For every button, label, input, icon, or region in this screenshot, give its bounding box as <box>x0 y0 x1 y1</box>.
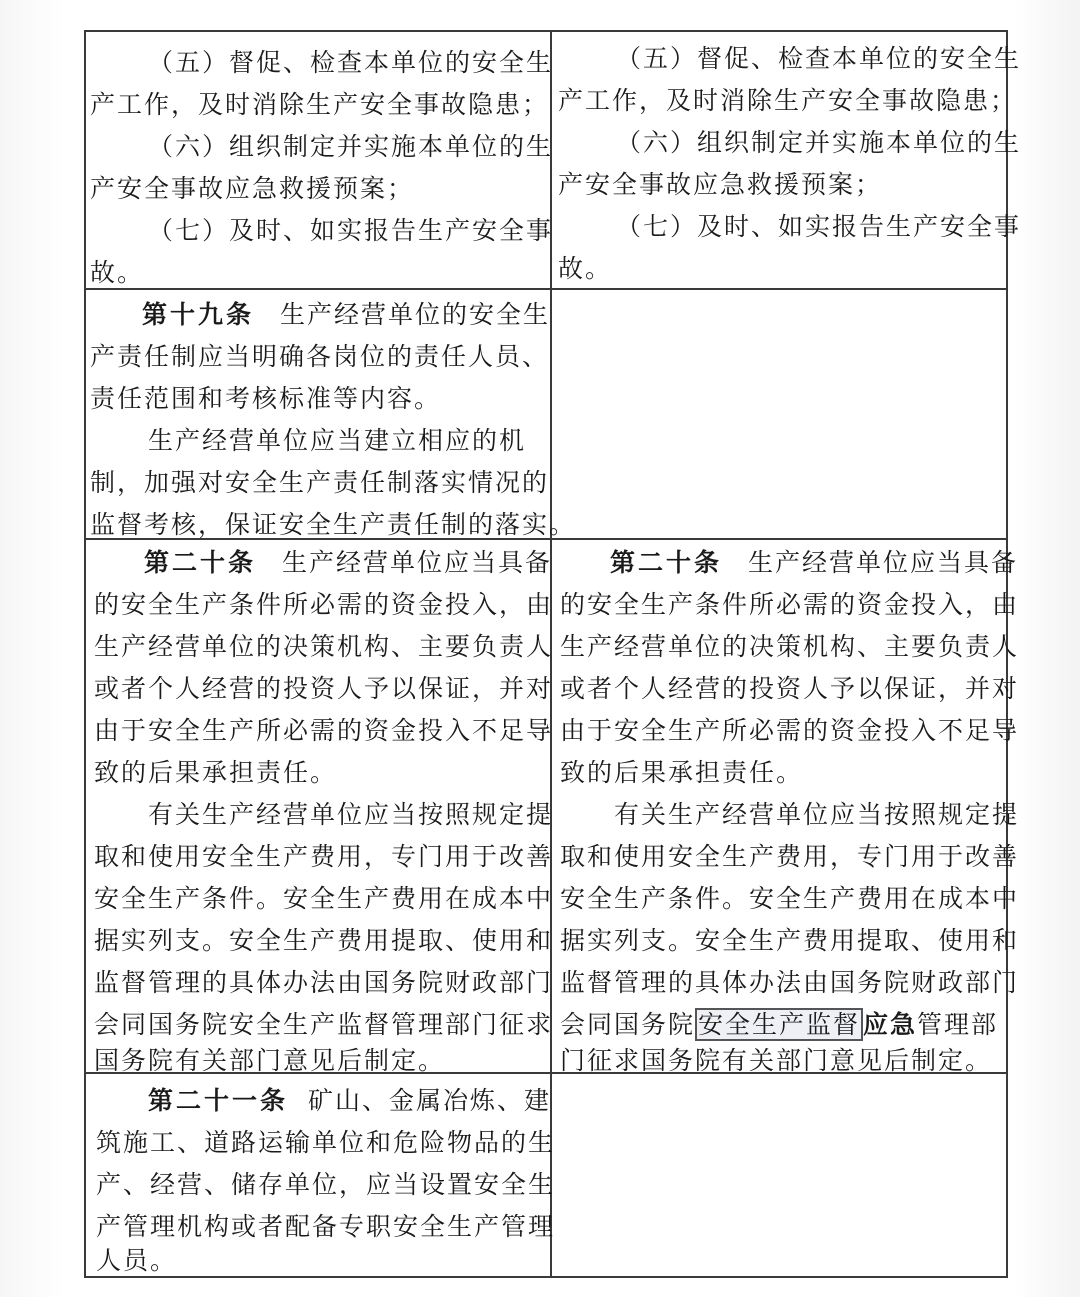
text-line: 门征求国务院有关部门意见后制定。 <box>560 1046 993 1075</box>
text-line: 安全生产条件。安全生产费用在成本中 <box>560 884 1020 913</box>
text-line: 产、经营、储存单位，应当设置安全生 <box>96 1170 556 1199</box>
text-line: 监督考核，保证安全生产责任制的落实。 <box>90 510 577 539</box>
text-line: 或者个人经营的投资人予以保证，并对 <box>94 674 554 703</box>
text-line: 的安全生产条件所必需的资金投入，由 <box>94 590 554 619</box>
text-line: 取和使用安全生产费用，专门用于改善 <box>560 842 1020 871</box>
text-line: （五）督促、检查本单位的安全生 <box>616 44 1022 73</box>
text-line: 监督管理的具体办法由国务院财政部门 <box>560 968 1020 997</box>
text-line: 产管理机构或者配备专职安全生产管理 <box>96 1212 556 1241</box>
text-line: 有关生产经营单位应当按照规定提 <box>148 800 554 829</box>
text-line: 或者个人经营的投资人予以保证，并对 <box>560 674 1020 703</box>
replaced-text-box: 安全生产监督 <box>695 1008 863 1041</box>
table-row <box>86 1074 1006 1278</box>
text-line: 由于安全生产所必需的资金投入不足导 <box>560 716 1020 745</box>
right-cell <box>552 32 1022 288</box>
text-line: 故。 <box>90 258 145 287</box>
text-line: 产安全事故应急救援预案； <box>90 174 415 203</box>
text-line: 取和使用安全生产费用，专门用于改善 <box>94 842 554 871</box>
left-cell <box>86 540 554 1075</box>
text-line: 生产经营单位的决策机构、主要负责人 <box>94 632 554 661</box>
text-line: 责任范围和考核标准等内容。 <box>90 384 442 413</box>
article-title: 第十九条 <box>142 300 255 329</box>
text-line: 监督管理的具体办法由国务院财政部门 <box>94 968 554 997</box>
text-line <box>148 1086 551 1116</box>
right-cell-empty <box>552 290 1006 538</box>
text-line: 生产经营单位应当建立相应的机 <box>148 426 527 455</box>
right-cell-empty <box>552 1074 1006 1278</box>
article-text: 矿山、金属冶炼、建 <box>308 1086 552 1115</box>
article-title: 第二十一条 <box>148 1086 289 1115</box>
text-line: 据实列支。安全生产费用提取、使用和 <box>560 926 1020 955</box>
text-line: 致的后果承担责任。 <box>560 758 804 787</box>
left-cell <box>86 1074 556 1278</box>
text-line <box>142 300 550 330</box>
table-row <box>86 32 1022 290</box>
table-row <box>86 540 1020 1075</box>
left-cell <box>86 32 552 288</box>
right-cell <box>552 540 1020 1075</box>
text-line: （七）及时、如实报告生产安全事 <box>616 212 1022 241</box>
table-row <box>86 290 1006 540</box>
text-line: 有关生产经营单位应当按照规定提 <box>614 800 1020 829</box>
revised-text-pre: 会同国务院 <box>560 1010 696 1039</box>
text-line: （七）及时、如实报告生产安全事 <box>148 216 554 245</box>
text-line: 由于安全生产所必需的资金投入不足导 <box>94 716 554 745</box>
text-line: 的安全生产条件所必需的资金投入，由 <box>560 590 1020 619</box>
article-text: 生产经营单位应当具备 <box>748 548 1019 577</box>
text-line: 产工作，及时消除生产安全事故隐患； <box>90 90 550 119</box>
text-line: 据实列支。安全生产费用提取、使用和 <box>94 926 554 955</box>
text-line: 筑施工、道路运输单位和危险物品的生 <box>96 1128 556 1157</box>
text-line-revised <box>560 1010 998 1040</box>
text-line: 会同国务院安全生产监督管理部门征求 <box>94 1010 554 1039</box>
text-line: （五）督促、检查本单位的安全生 <box>148 48 554 77</box>
inserted-text: 应急 <box>863 1010 918 1039</box>
text-line <box>610 548 1018 578</box>
text-line: 制，加强对安全生产责任制落实情况的 <box>90 468 550 497</box>
article-text: 生产经营单位的安全生 <box>280 300 551 329</box>
text-line: 安全生产条件。安全生产费用在成本中 <box>94 884 554 913</box>
text-line: （六）组织制定并实施本单位的生 <box>616 128 1022 157</box>
left-cell <box>86 290 577 539</box>
text-line <box>144 548 552 578</box>
text-line: 生产经营单位的决策机构、主要负责人 <box>560 632 1020 661</box>
text-line: 国务院有关部门意见后制定。 <box>94 1046 446 1075</box>
article-text: 生产经营单位应当具备 <box>282 548 553 577</box>
text-line: 产安全事故应急救援预案； <box>558 170 883 199</box>
text-line: 致的后果承担责任。 <box>94 758 338 787</box>
article-title: 第二十条 <box>144 548 257 577</box>
revised-text-post: 管理部 <box>917 1010 999 1039</box>
comparison-table <box>84 30 1022 1278</box>
text-line: 产责任制应当明确各岗位的责任人员、 <box>90 342 550 371</box>
text-line: （六）组织制定并实施本单位的生 <box>148 132 554 161</box>
text-line: 人员。 <box>96 1246 178 1275</box>
text-line: 故。 <box>558 254 613 283</box>
article-title: 第二十条 <box>610 548 723 577</box>
text-line: 产工作，及时消除生产安全事故隐患； <box>558 86 1018 115</box>
